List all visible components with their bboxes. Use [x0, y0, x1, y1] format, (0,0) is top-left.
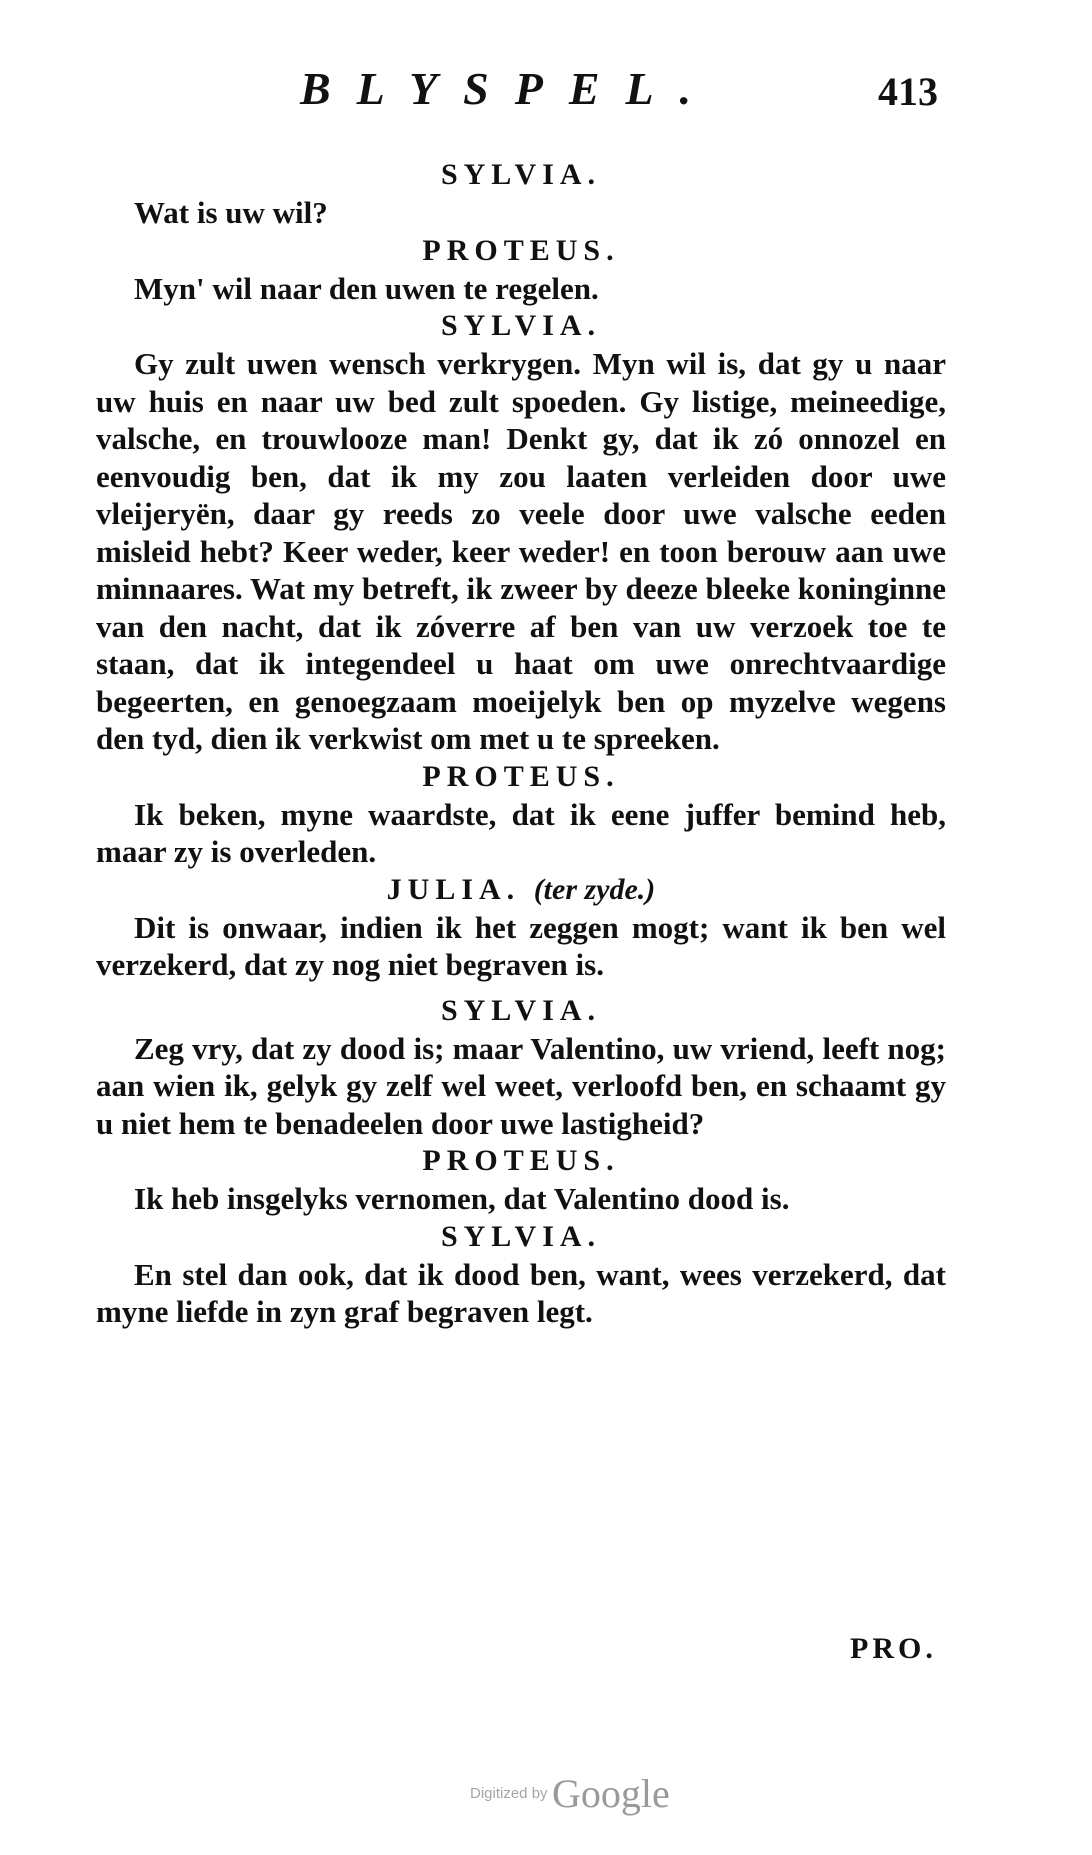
speech-paragraph: Ik heb insgelyks vernomen, dat Valentino dood is.: [134, 1181, 790, 1216]
speech-paragraph: Zeg vry, dat zy dood is; maar Valentino, uw vriend, leeft nog; aan wien ik, gelyk gy zelf wel weet, verloofd ben, en schaamt gy u niet hem te benadeelen door uwe lastigheid?: [96, 1030, 946, 1141]
running-title: BLYSPEL.: [300, 63, 718, 114]
stage-direction: (ter zyde.): [533, 872, 656, 906]
google-logo: Google: [552, 1771, 670, 1816]
speech-paragraph: Myn' wil naar den uwen te regelen.: [134, 270, 599, 306]
speaker-name: PROTEUS.: [422, 233, 620, 267]
catchword: PRO.: [850, 1632, 937, 1665]
speech-paragraph: En stel dan ook, dat ik dood ben, want, wees verzekerd, dat myne liefde in zyn graf begraven legt.: [96, 1256, 946, 1329]
speaker-name: SYLVIA.: [440, 309, 602, 342]
speech-paragraph: Gy zult uwen wensch verkrygen. Myn wil is, dat gy u naar uw huis en naar uw bed zult spoeden. Gy listige, meineedige, valsche, en trouwlooze man! Denkt gy, dat ik zó onnozel en eenvoudig ben, dat ik my zou laaten verleiden door uwe vleijeryën, daar gy reeds zo veele door uwe valsche eeden misleid hebt? Keer weder, keer weder! en toon berouw aan uwe minnaares. Wat my betreft, ik zweer by deeze bleeke koninginne van den nacht, dat ik zóverre af ben van uw verzoek toe te staan, dat ik integendeel u haat om uwe onrechtvaardige begeerten, en genoegzaam moeijelyk ben op myzelve wegens den tyd, dien ik verkwist om met u te spreeken.: [96, 346, 946, 756]
speech-paragraph: Wat is uw wil?: [134, 195, 328, 230]
speech-paragraph: Dit is onwaar, indien ik het zeggen mogt; want ik ben wel verzekerd, dat zy nog niet begraven is.: [96, 909, 946, 982]
speaker-name: SYLVIA.: [440, 158, 602, 191]
digitized-watermark: [470, 1770, 670, 1817]
speaker-name: PROTEUS.: [422, 1144, 620, 1177]
speaker-name: PROTEUS.: [422, 759, 620, 793]
page-number: 413: [878, 69, 938, 114]
speaker-name: JULIA. (ter zyde.): [386, 872, 656, 906]
dialogue-text: [96, 156, 946, 1331]
speaker-name: SYLVIA.: [440, 993, 602, 1027]
speech-paragraph: Ik beken, myne waardste, dat ik eene juffer bemind heb, maar zy is overleden.: [96, 796, 946, 869]
speaker-name: SYLVIA.: [440, 1219, 602, 1253]
watermark-prefix: Digitized by: [470, 1785, 548, 1802]
